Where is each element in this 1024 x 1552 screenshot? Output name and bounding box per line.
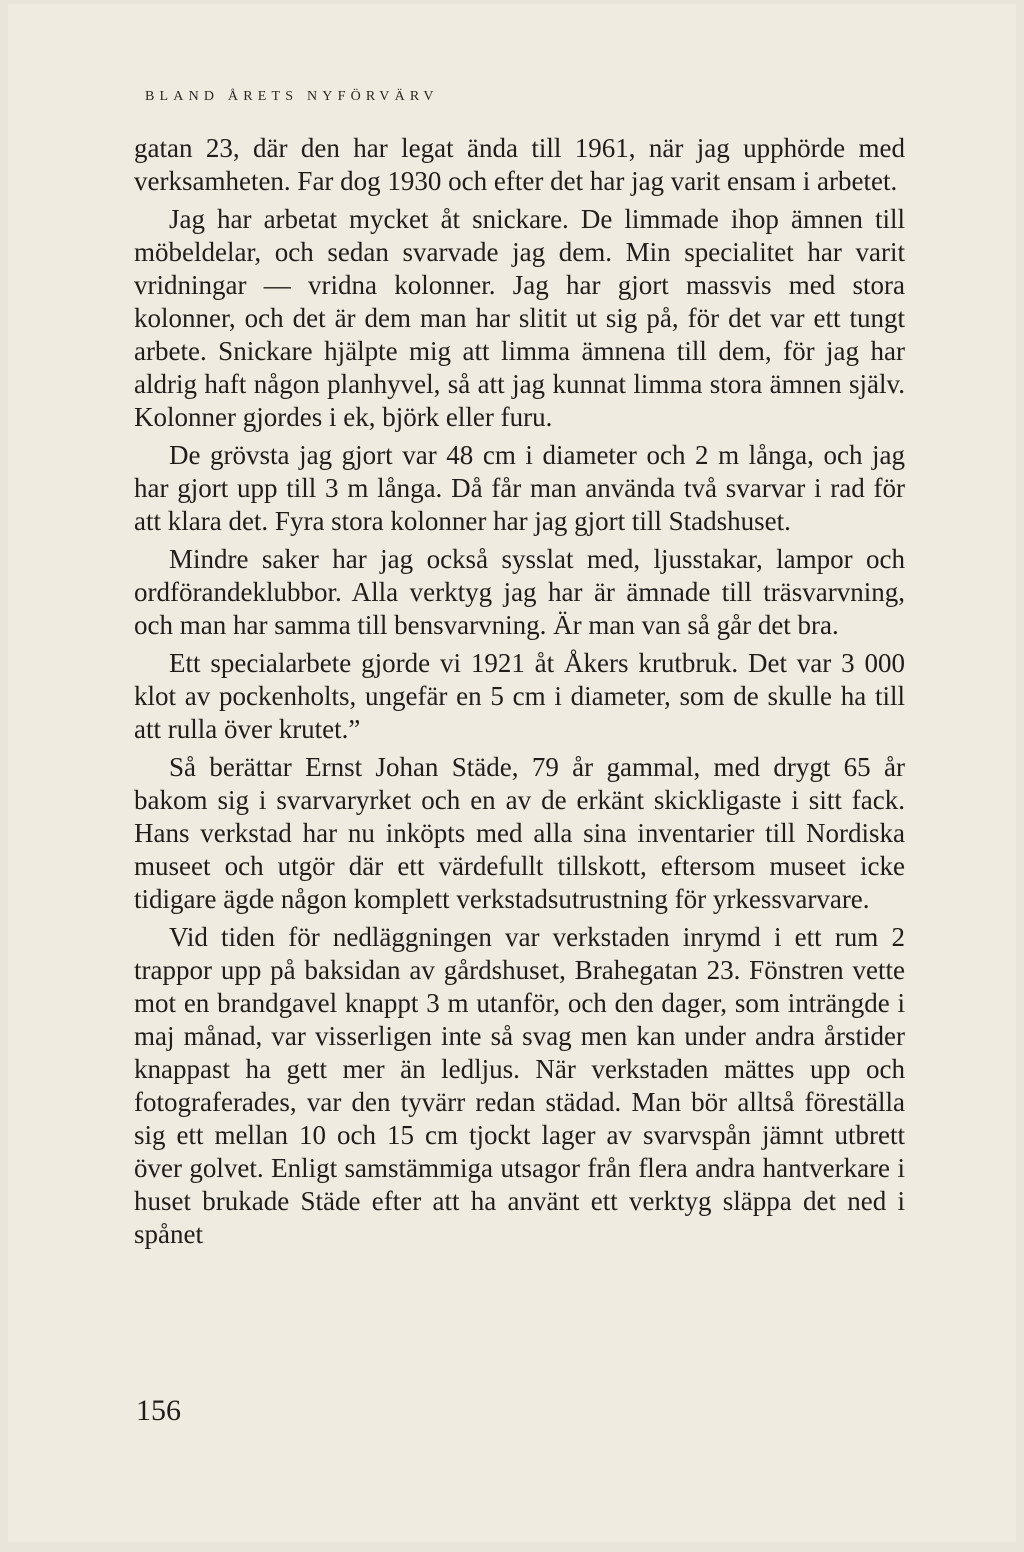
paragraph-7: Vid tiden för nedläggningen var verkstaden inrymd i ett rum 2 trappor upp på baksidan av gårdshuset, Brahegatan 23. Fönstren vette mot en brandgavel knappt 3 m utanför, och den dager, som inträngde i maj månad, var visserligen inte så svag men kan under andra årstider knappast ha gett mer än ledljus. När verkstaden mättes upp och fotograferades, var den tyvärr redan städad. Man bör alltså föreställa sig ett mellan 10 och 15 cm tjockt lager av svarvspån jämnt utbrett över golvet. Enligt samstämmiga utsagor från flera andra hantverkare i huset brukade Städe efter att ha använt ett verktyg släppa det ned i spånet	[134, 922, 905, 1249]
body-text	[134, 132, 905, 1256]
paragraph-2: Jag har arbetat mycket åt snickare. De limmade ihop ämnen till möbeldelar, och sedan svarvade jag dem. Min specialitet har varit vridningar — vridna kolonner. Jag har gjort massvis med stora kolonner, och det är dem man har slitit ut sig på, för det var ett tungt arbete. Snickare hjälpte mig att limma ämnena till dem, för jag har aldrig haft någon planhyvel, så att jag kunnat limma stora ämnen själv. Kolonner gjordes i ek, björk eller furu.	[134, 204, 905, 432]
running-head: BLAND ÅRETS NYFÖRVÄRV	[145, 89, 439, 104]
paragraph-6: Så berättar Ernst Johan Städe, 79 år gammal, med drygt 65 år bakom sig i svarvaryrket och en av de erkänt skickligaste i sitt fack. Hans verkstad har nu inköpts med alla sina inventarier till Nordiska museet och utgör där ett värdefullt tillskott, eftersom museet icke tidigare ägde någon komplett verkstadsutrustning för yrkessvarvare.	[134, 752, 905, 914]
page-number: 156	[136, 1394, 181, 1427]
paragraph-1: gatan 23, där den har legat ända till 1961, när jag upphörde med verksamheten. Far dog 1930 och efter det har jag varit ensam i arbetet.	[134, 133, 905, 196]
book-page	[8, 4, 1016, 1542]
paragraph-3: De grövsta jag gjort var 48 cm i diameter och 2 m långa, och jag har gjort upp till 3 m långa. Då får man använda två svarvar i rad för att klara det. Fyra stora kolonner har jag gjort till Stadshuset.	[134, 440, 905, 536]
paragraph-4: Mindre saker har jag också sysslat med, ljusstakar, lampor och ordförandeklubbor. Alla verktyg jag har är ämnade till träsvarvning, och man har samma till bensvarvning. Är man van så går det bra.	[134, 544, 905, 640]
paragraph-5: Ett specialarbete gjorde vi 1921 åt Åkers krutbruk. Det var 3 000 klot av pockenholts, ungefär en 5 cm i diameter, som de skulle ha till att rulla över krutet.”	[134, 648, 905, 744]
